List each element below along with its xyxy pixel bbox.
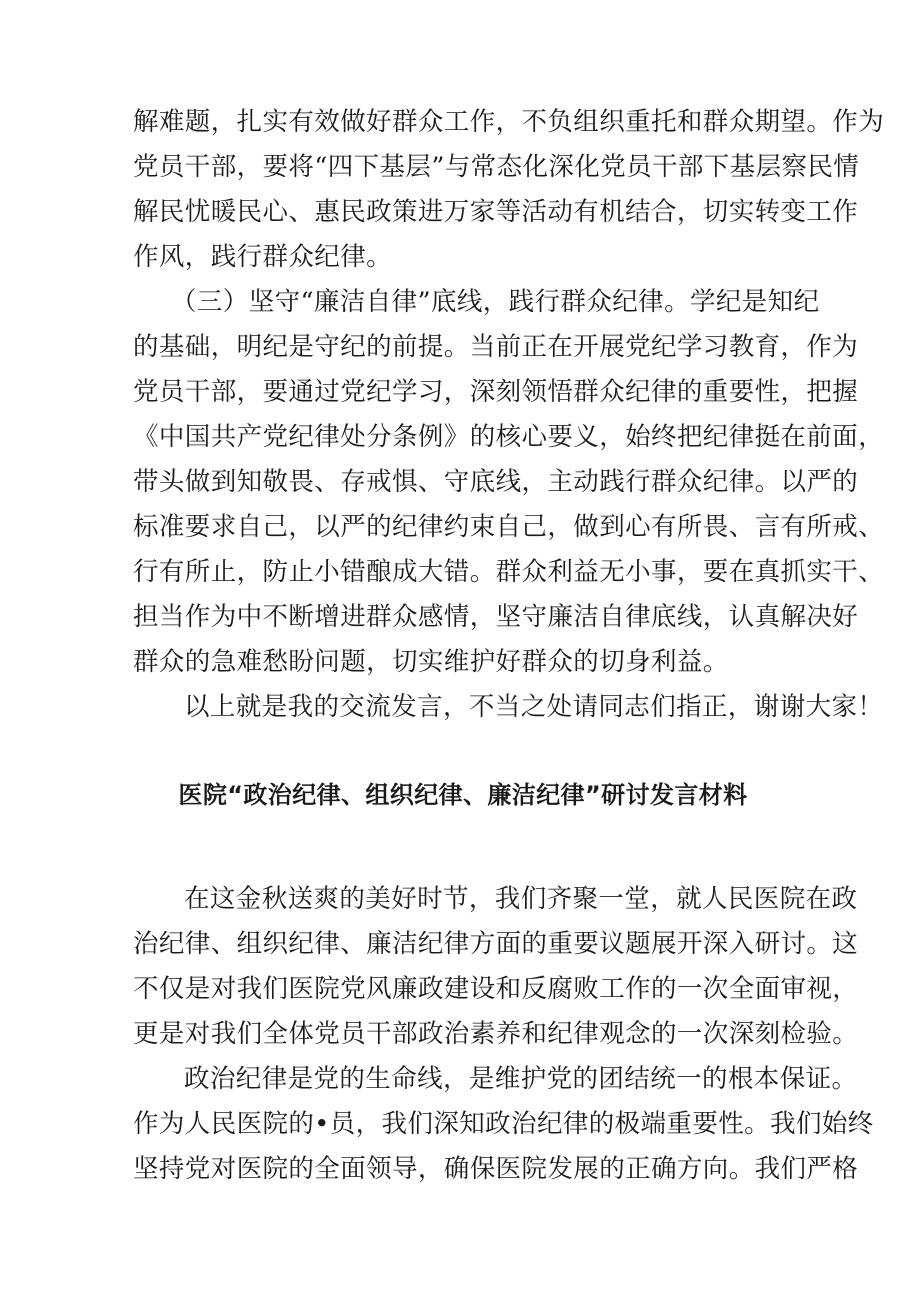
paragraph-one (133, 877, 859, 1057)
text-line: 担当作为中不断增进群众感情，坚守廉洁自律底线，认真解决好 (133, 602, 859, 632)
text-line: 治纪律、组织纪律、廉洁纪律方面的重要议题展开深入研讨。这 (133, 929, 859, 959)
text-line: 带头做到知敬畏、存戒惧、守底线，主动践行群众纪律。以严的 (133, 467, 859, 497)
text-line: 在这金秋送爽的美好时节，我们齐聚一堂，就人民医院在政 (184, 884, 858, 914)
text-line: 标准要求自己，以严的纪律约束自己，做到心有所畏、言有所戒、 (133, 512, 885, 542)
text-line: （三）坚守“廉洁自律”底线，践行群众纪律。学纪是知纪 (171, 287, 820, 317)
text-line: 党员干部，要通过党纪学习，深刻领悟群众纪律的重要性，把握 (133, 377, 859, 407)
text-line: 政治纪律是党的生命线，是维护党的团结统一的根本保证。 (184, 1064, 858, 1094)
closing-remark: 以上就是我的交流发言，不当之处请同志们指正，谢谢大家！ (184, 692, 884, 722)
intro-paragraph (133, 100, 885, 280)
text-line: 更是对我们全体党员干部政治素养和纪律观念的一次深刻检验。 (133, 1019, 859, 1049)
text-line: 作为人民医院的•员，我们深知政治纪律的极端重要性。我们始终 (133, 1109, 874, 1139)
document-page (133, 100, 885, 1192)
text-line: 坚持党对医院的全面领导，确保医院发展的正确方向。我们严格 (133, 1154, 859, 1184)
text-line: 不仅是对我们医院党风廉政建设和反腐败工作的一次全面审视， (133, 974, 859, 1004)
text-line: 群众的急难愁盼问题，切实维护好群众的切身利益。 (133, 647, 729, 677)
text-line: 解民忧暖民心、惠民政策进万家等活动有机结合，切实转变工作 (133, 197, 859, 227)
section-heading: 医院“政治纪律、组织纪律、廉洁纪律”研讨发言材料 (178, 781, 748, 809)
section-three-paragraph (133, 280, 885, 685)
text-line: 党员干部，要将“四下基层”与常态化深化党员干部下基层察民情 (133, 152, 860, 182)
text-line: 作风，践行群众纪律。 (133, 242, 393, 272)
text-line: 《中国共产党纪律处分条例》的核心要义，始终把纪律挺在前面， (133, 422, 885, 452)
text-line: 解难题，扎实有效做好群众工作，不负组织重托和群众期望。作为 (133, 107, 885, 137)
text-line: 的基础，明纪是守纪的前提。当前正在开展党纪学习教育，作为 (133, 332, 859, 362)
text-line: 行有所止，防止小错酿成大错。群众利益无小事，要在真抓实干、 (133, 557, 885, 587)
paragraph-two (133, 1057, 874, 1192)
